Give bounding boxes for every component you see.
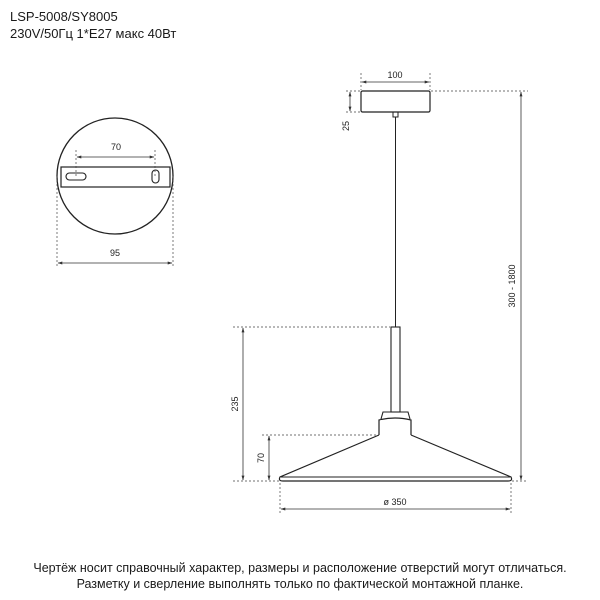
cable-grip (393, 112, 398, 117)
socket-tube (391, 327, 400, 412)
plate-diameter-label: 95 (109, 248, 121, 258)
canopy-width-label: 100 (387, 70, 403, 80)
bar-slot-right (152, 170, 159, 183)
disclaimer-line-1: Чертёж носит справочный характер, размеры и расположение отверстий могут отличаться. (33, 561, 567, 575)
mounting-plate-view (57, 118, 173, 268)
shade-cone (279, 435, 511, 481)
canopy (361, 91, 430, 112)
plate-circle (57, 118, 173, 234)
hole-spacing-label: 70 (110, 142, 122, 152)
lamp-height-label: 235 (230, 396, 240, 412)
shade-height-label: 70 (256, 452, 266, 464)
model-title: LSP-5008/SY8005 (10, 9, 118, 24)
electrical-specs: 230V/50Гц 1*E27 макс 40Вт (10, 26, 177, 41)
shade-diameter-label: ø 350 (383, 497, 407, 507)
hanging-height-label: 300 - 1800 (507, 264, 517, 308)
canopy-height-label: 25 (341, 120, 351, 132)
pendant-lamp-view (230, 70, 528, 515)
shade-top (379, 418, 411, 435)
disclaimer-line-2: Разметку и сверление выполнять только по фактической монтажной планке. (76, 577, 524, 591)
